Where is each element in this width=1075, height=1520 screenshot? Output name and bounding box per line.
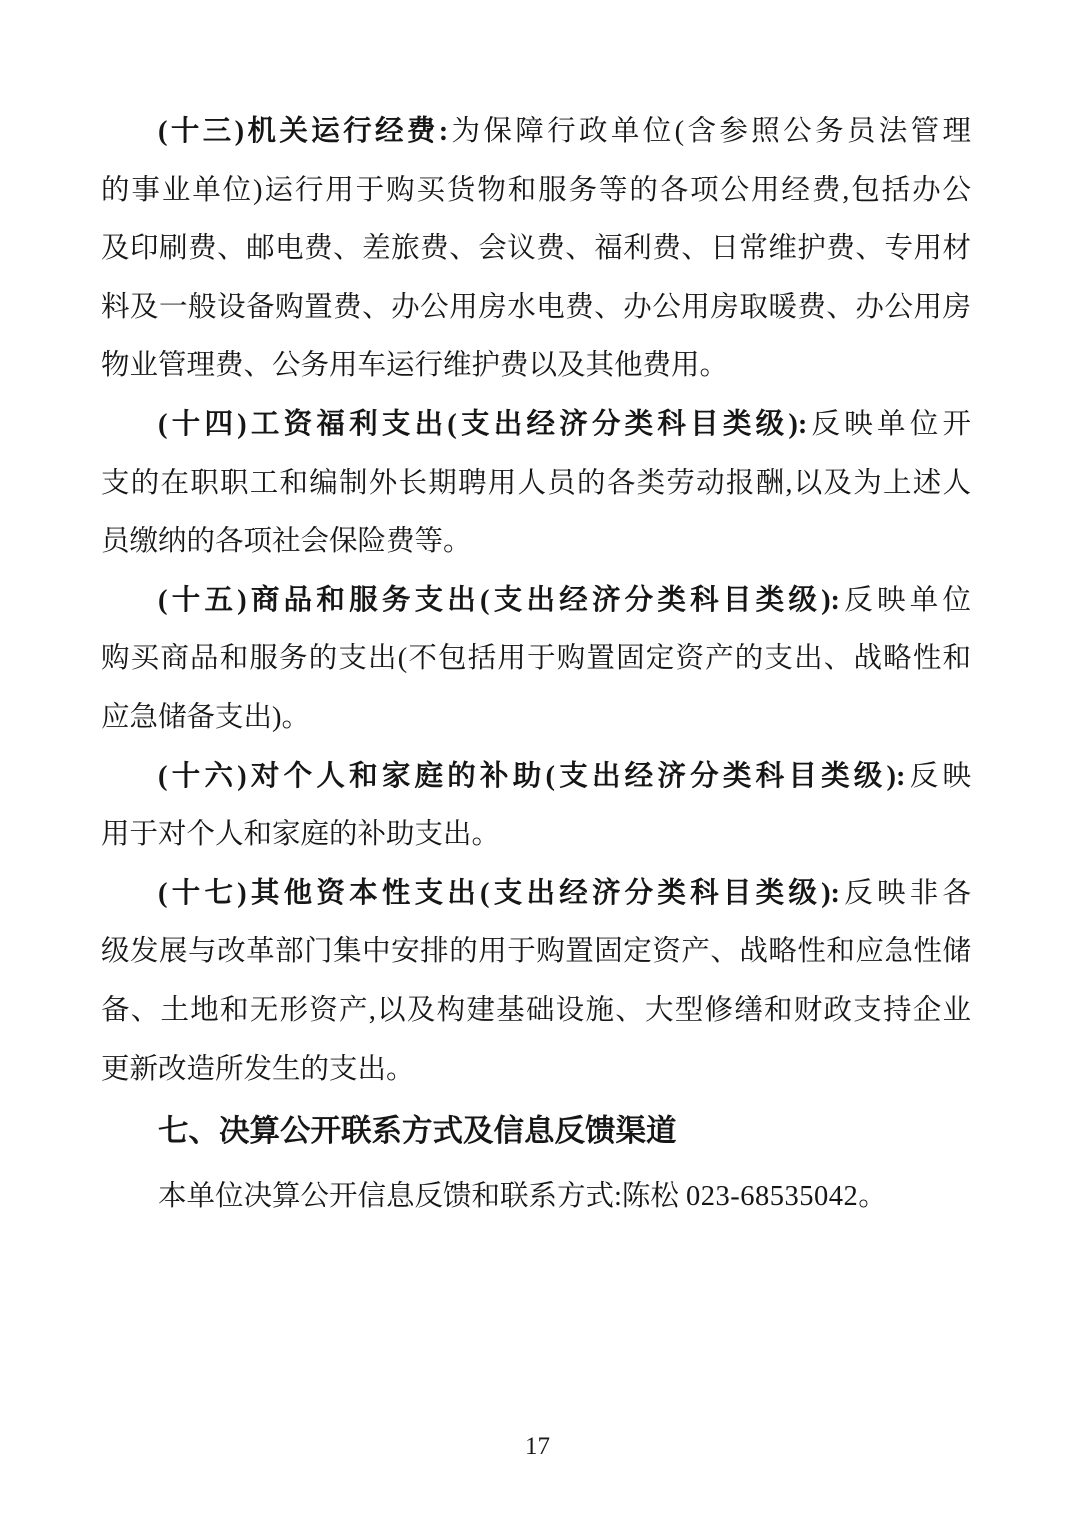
paragraph-text: 员缴纳的各项社会保险费等。 — [101, 526, 472, 558]
paragraph-text: 更新改造所发生的支出。 — [101, 1053, 415, 1085]
para-17-qita-zibenxing-zhichu-line-3 — [101, 982, 971, 1041]
paragraph-text: 支的在职职工和编制外长期聘用人员的各类劳动报酬,以及为上述人 — [101, 467, 971, 499]
paragraph-lead-text: (十六)对个人和家庭的补助(支出经济分类科目类级): — [158, 760, 906, 792]
page-number: 17 — [525, 1433, 550, 1460]
phone-number-text: 023-68535042 — [686, 1180, 859, 1212]
para-13-jiguan-yunxing-jingfei-line-5 — [101, 337, 971, 396]
paragraph-text: 物业管理费、公务用车运行维护费以及其他费用。 — [101, 350, 729, 382]
para-14-gongzi-fuli-zhichu-line-1 — [101, 396, 971, 455]
paragraph-text: 。 — [858, 1180, 887, 1212]
para-17-qita-zibenxing-zhichu-line-2 — [101, 923, 971, 982]
document-text-block — [101, 103, 971, 1226]
para-16-geren-jiating-buzhu-line-1 — [101, 748, 971, 807]
paragraph-lead-text: (十七)其他资本性支出(支出经济分类科目类级): — [158, 877, 841, 909]
paragraph-lead-text: (十五)商品和服务支出(支出经济分类科目类级): — [158, 584, 841, 616]
para-13-jiguan-yunxing-jingfei-line-2 — [101, 162, 971, 221]
paragraph-text: 反映非各 — [840, 877, 971, 909]
paragraph-lead-text: 七、决算公开联系方式及信息反馈渠道 — [158, 1114, 677, 1149]
para-contact-info-line-1 — [101, 1168, 971, 1227]
paragraph-lead-text: (十三)机关运行经费: — [158, 116, 449, 147]
paragraph-text: 应急储备支出)。 — [101, 701, 310, 733]
para-14-gongzi-fuli-zhichu-line-3 — [101, 513, 971, 572]
paragraph-text: 用于对个人和家庭的补助支出。 — [101, 819, 501, 851]
para-16-geren-jiating-buzhu-line-2 — [101, 806, 971, 865]
paragraph-text: 反映单位开 — [807, 408, 971, 440]
para-13-jiguan-yunxing-jingfei-line-3 — [101, 220, 971, 279]
para-13-jiguan-yunxing-jingfei-line-4 — [101, 279, 971, 338]
paragraph-text: 料及一般设备购置费、办公用房水电费、办公用房取暖费、办公用房 — [101, 291, 971, 323]
paragraph-text: 及印刷费、邮电费、差旅费、会议费、福利费、日常维护费、专用材 — [101, 233, 971, 265]
para-17-qita-zibenxing-zhichu-line-1 — [101, 865, 971, 924]
heading-7-lianxi-fangshi-line-1 — [101, 1102, 971, 1161]
paragraph-text: 为保障行政单位(含参照公务员法管理 — [448, 116, 971, 147]
paragraph-lead-text: (十四)工资福利支出(支出经济分类科目类级): — [158, 408, 808, 440]
paragraph-text: 本单位决算公开信息反馈和联系方式:陈松 — [158, 1180, 687, 1212]
para-15-shangpin-fuwu-zhichu-line-3 — [101, 689, 971, 748]
paragraph-text: 级发展与改革部门集中安排的用于购置固定资产、战略性和应急性储 — [101, 936, 971, 968]
para-13-jiguan-yunxing-jingfei-line-1 — [101, 103, 971, 162]
paragraph-text: 备、土地和无形资产,以及构建基础设施、大型修缮和财政支持企业 — [101, 994, 971, 1026]
para-15-shangpin-fuwu-zhichu-line-2 — [101, 630, 971, 689]
para-17-qita-zibenxing-zhichu-line-4 — [101, 1041, 971, 1100]
paragraph-text: 反映单位 — [840, 584, 971, 616]
paragraph-text: 反映 — [905, 760, 971, 792]
paragraph-text: 的事业单位)运行用于购买货物和服务等的各项公用经费,包括办公 — [101, 174, 971, 206]
para-15-shangpin-fuwu-zhichu-line-1 — [101, 572, 971, 631]
paragraph-text: 购买商品和服务的支出(不包括用于购置固定资产的支出、战略性和 — [101, 643, 971, 675]
para-14-gongzi-fuli-zhichu-line-2 — [101, 455, 971, 514]
